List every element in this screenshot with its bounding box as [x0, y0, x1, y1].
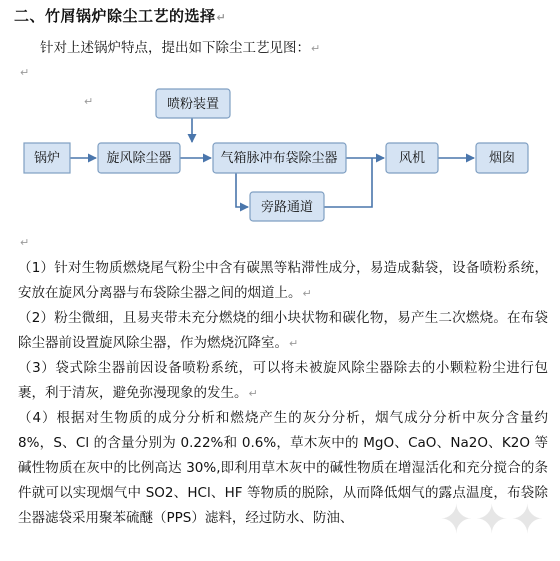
paragraph-mark: ↵ [216, 11, 227, 24]
section-title [14, 5, 226, 26]
watermark: ✦✦✦ [439, 497, 546, 543]
empty-paragraph-mark: ↵ [84, 95, 94, 108]
cyclone-box [98, 143, 180, 173]
paragraph-2 [18, 306, 548, 356]
intro-text: 针对上述锅炉特点，提出如下除尘工艺见图： [40, 40, 310, 56]
empty-paragraph-mark: ↵ [20, 66, 30, 79]
fan-box [386, 143, 438, 173]
fan-label: 风机 [398, 151, 426, 166]
chimney-label: 烟囱 [488, 151, 516, 166]
paragraph-2-text: （2）粉尘微细，且易夹带未充分燃烧的细小块状物和碳化物，易产生二次燃烧。在布袋除尘器前设置旋风除尘器，作为燃烧沉降室。 [18, 310, 548, 351]
paragraph-mark: ↵ [289, 337, 299, 350]
paragraph-4-text: （4）根据对生物质的成分分析和燃烧产生的灰分分析，烟气成分分析中灰分含量约 8%，S、Cl 的含量分别为 0.22%和 0.6%，草木灰中的 MgO、CaO、Na2O、K2O 等碱性物质在灰中的比例高达 30%,即利用草木灰中的碱性物质在增湿活化和充分搅合的条件就可以实现烟气中 SO2、HCl、HF 等物质的脱除，从而降低烟气的露点温度，布袋除尘器滤袋采用聚苯硫醚（PPS）滤料，经过防水、防油、 [18, 410, 548, 526]
dust-removal-flow-diagram [0, 80, 560, 240]
paragraph-3 [18, 356, 548, 406]
powder-box [156, 89, 230, 118]
chimney-box [476, 143, 528, 173]
paragraph-mark: ↵ [302, 287, 312, 300]
empty-paragraph-mark: ↵ [20, 236, 30, 249]
paragraph-1-text: （1）针对生物质燃烧尾气粉尘中含有碳黑等粘滞性成分，易造成黏袋，设备喷粉系统，安放在旋风分离器与布袋除尘器之间的烟道上。 [18, 260, 548, 301]
boiler-box [24, 143, 70, 173]
bypass-arrow-in [236, 173, 248, 207]
paragraph-1 [18, 256, 548, 306]
paragraph-mark: ↵ [311, 42, 321, 55]
body-text [18, 256, 548, 531]
cyclone-label: 旋风除尘器 [106, 151, 172, 166]
baghouse-label: 气箱脉冲布袋除尘器 [220, 151, 338, 166]
bypass-box [250, 192, 324, 221]
boiler-label: 锅炉 [33, 151, 61, 166]
bypass-label: 旁路通道 [260, 200, 314, 215]
intro-line [40, 36, 320, 56]
paragraph-mark: ↵ [248, 387, 258, 400]
baghouse-box [213, 143, 346, 173]
section-title-text: 二、竹屑锅炉除尘工艺的选择 [14, 7, 216, 25]
paragraph-3-text: （3）袋式除尘器前因设备喷粉系统，可以将未被旋风除尘器除去的小颗粒粉尘进行包裹，利于清灰，避免弥漫现象的发生。 [18, 360, 548, 401]
powder-label: 喷粉装置 [166, 97, 220, 112]
